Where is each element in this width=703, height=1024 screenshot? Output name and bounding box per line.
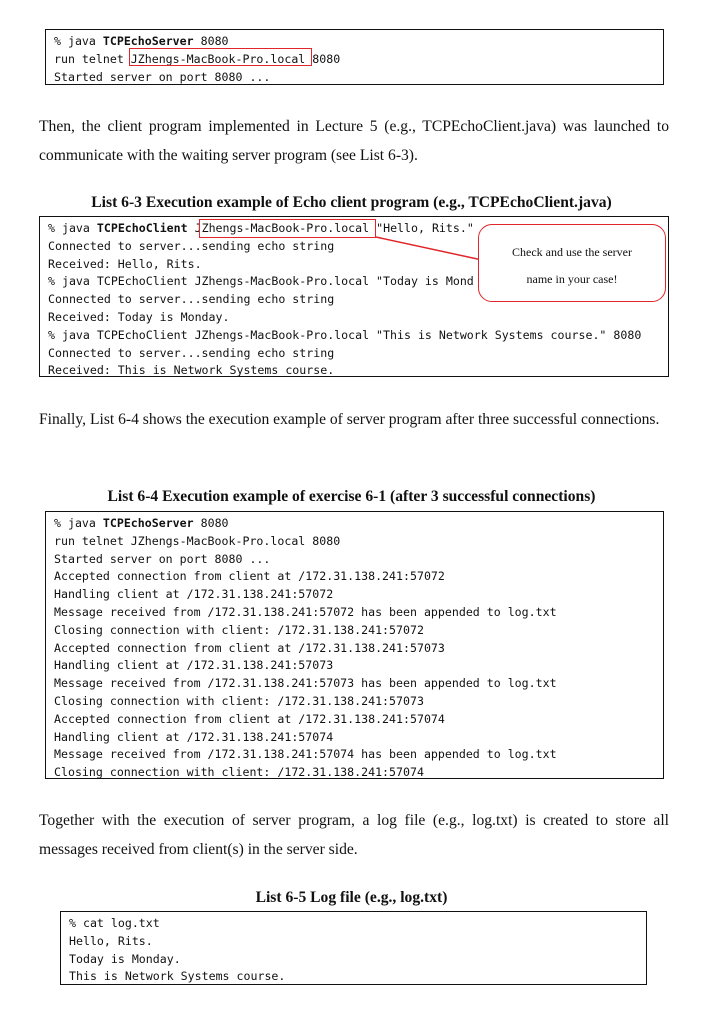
server-name-text: JZhengs-MacBook-Pro.local xyxy=(194,221,370,235)
code-line: Connected to server...sending echo string xyxy=(48,345,335,360)
code-line: Started server on port 8080 ... xyxy=(54,551,271,566)
code-line: Accepted connection from client at /172.31.138.241:57073 xyxy=(54,640,445,655)
code-line: Closing connection with client: /172.31.138.241:57072 xyxy=(54,622,424,637)
class-name: TCPEchoServer xyxy=(102,516,194,530)
code-line: Message received from /172.31.138.241:57074 has been appended to log.txt xyxy=(54,747,557,762)
code-line: % java TCPEchoClient JZhengs-MacBook-Pro.local "Today is Mond xyxy=(48,274,474,289)
code-text: run telnet xyxy=(54,51,131,66)
callout-note xyxy=(478,224,666,302)
paragraph-log-file-intro: Together with the execution of server program, a log file (e.g., log.txt) is created to store all messages received from client(s) in the server side. xyxy=(39,812,669,858)
code-line: % java TCPEchoClient JZhengs-MacBook-Pro.local "This is Network Systems course." 8080 xyxy=(48,327,642,342)
paragraph-list-6-4-intro: Finally, List 6-4 shows the execution example of server program after three successful connections. xyxy=(39,411,660,428)
code-line: Closing connection with client: /172.31.138.241:57074 xyxy=(54,765,424,780)
code-line: Connected to server...sending echo string xyxy=(48,238,335,253)
caption-list-6-5: List 6-5 Log file (e.g., log.txt) xyxy=(255,889,448,906)
code-line: % cat log.txt xyxy=(69,916,160,930)
code-line: Handling client at /172.31.138.241:57072 xyxy=(54,587,334,602)
code-line: Received: This is Network Systems course. xyxy=(48,363,335,378)
code-line: Handling client at /172.31.138.241:57074 xyxy=(54,729,334,744)
callout-text-line-2: name in your case! xyxy=(526,272,618,286)
code-line: Started server on port 8080 ... xyxy=(54,69,271,84)
code-block-list-6-4 xyxy=(45,511,664,779)
server-name-text: JZhengs-MacBook-Pro.local xyxy=(130,51,306,66)
code-line: Received: Today is Monday. xyxy=(48,309,230,324)
code-line: Today is Monday. xyxy=(69,951,181,966)
code-line: Accepted connection from client at /172.31.138.241:57074 xyxy=(54,711,445,726)
code-line: Message received from /172.31.138.241:57073 has been appended to log.txt xyxy=(54,676,557,691)
code-line: Handling client at /172.31.138.241:57073 xyxy=(54,658,334,673)
code-line: Received: Hello, Rits. xyxy=(48,256,202,271)
caption-list-6-4: List 6-4 Execution example of exercise 6-1 (after 3 successful connections) xyxy=(107,488,596,505)
caption-list-6-3: List 6-3 Execution example of Echo client program (e.g., TCPEchoClient.java) xyxy=(91,194,612,211)
code-line: run telnet JZhengs-MacBook-Pro.local 8080 xyxy=(54,533,341,548)
code-block-list-6-5 xyxy=(60,911,647,985)
code-line: Closing connection with client: /172.31.138.241:57073 xyxy=(54,693,424,708)
code-text: 8080 xyxy=(193,34,229,48)
code-line: Hello, Rits. xyxy=(69,933,153,948)
code-line: Message received from /172.31.138.241:57072 has been appended to log.txt xyxy=(54,604,557,619)
code-line: % java TCPEchoClient JZhengs-MacBook-Pro.local "Hello, Rits." xyxy=(48,221,474,235)
code-line: Accepted connection from client at /172.31.138.241:57072 xyxy=(54,569,445,584)
code-line: This is Network Systems course. xyxy=(69,969,286,984)
code-line: % java TCPEchoServer 8080 xyxy=(54,516,229,530)
code-text: % java xyxy=(54,34,103,48)
callout-text-line-1: Check and use the server xyxy=(512,245,632,259)
code-line: Connected to server...sending echo string xyxy=(48,292,335,307)
class-name: TCPEchoServer xyxy=(102,34,194,48)
code-text: 8080 xyxy=(305,51,341,66)
paragraph-client-launch: Then, the client program implemented in Lecture 5 (e.g., TCPEchoClient.java) was launched to communicate with the waiting server program (see List 6-3). xyxy=(39,118,669,164)
class-name: TCPEchoClient xyxy=(96,221,188,235)
